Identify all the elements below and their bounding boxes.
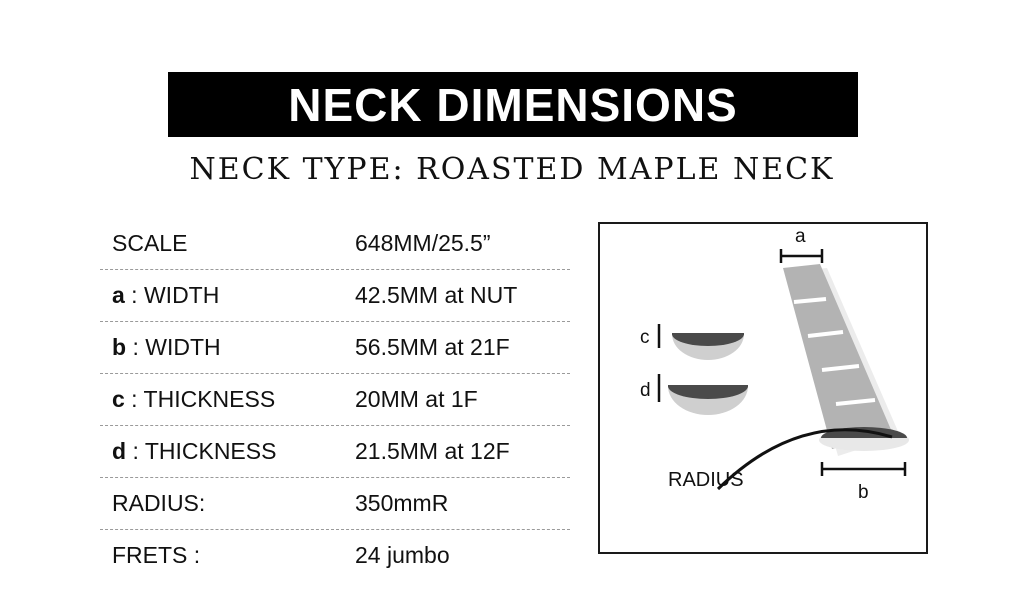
table-row: [100, 530, 570, 581]
cross-section-d: [668, 386, 748, 415]
spec-label-text: : WIDTH: [124, 282, 220, 308]
table-row: [100, 478, 570, 530]
spec-label: [100, 542, 355, 569]
spec-label-key: d: [112, 438, 127, 464]
spec-label-key: b: [112, 334, 127, 360]
spec-label-text: SCALE: [112, 230, 188, 256]
spec-value: 20MM at 1F: [355, 386, 478, 412]
spec-value: 350mmR: [355, 490, 449, 516]
spec-label: [100, 282, 355, 309]
table-row: [100, 270, 570, 322]
diagram-label-radius: RADIUS: [668, 469, 744, 491]
neck-diagram: [598, 222, 928, 554]
measure-a: [781, 249, 822, 263]
diagram-label-c: c: [640, 327, 650, 348]
page-title: NECK DIMENSIONS: [288, 78, 738, 131]
spec-label-text: : THICKNESS: [124, 386, 276, 412]
spec-label: [100, 490, 355, 517]
spec-table: [100, 218, 570, 581]
spec-label-key: a: [112, 282, 125, 308]
table-row: [100, 218, 570, 270]
cross-section-c: [672, 334, 744, 360]
diagram-label-a: a: [795, 226, 806, 247]
spec-value: 56.5MM at 21F: [355, 334, 510, 360]
spec-label-text: RADIUS:: [112, 490, 206, 516]
spec-label: [100, 230, 355, 257]
spec-value: 21.5MM at 12F: [355, 438, 510, 464]
spec-value: 648MM/25.5”: [355, 230, 491, 256]
spec-label: [100, 334, 355, 361]
spec-label: [100, 386, 355, 413]
spec-label-key: c: [112, 386, 125, 412]
spec-value: 42.5MM at NUT: [355, 282, 518, 308]
measure-b: [822, 462, 905, 476]
neck-body-shape: [783, 264, 892, 449]
spec-label: [100, 438, 355, 465]
table-row: [100, 374, 570, 426]
spec-value: 24 jumbo: [355, 542, 450, 568]
spec-label-text: FRETS :: [112, 542, 201, 568]
title-banner: [168, 72, 858, 137]
table-row: [100, 426, 570, 478]
spec-label-text: : WIDTH: [126, 334, 221, 360]
spec-label-text: : THICKNESS: [126, 438, 277, 464]
diagram-label-b: b: [858, 482, 869, 503]
table-row: [100, 322, 570, 374]
diagram-label-d: d: [640, 380, 651, 401]
neck-type-subtitle: NECK TYPE: ROASTED MAPLE NECK: [189, 152, 835, 187]
